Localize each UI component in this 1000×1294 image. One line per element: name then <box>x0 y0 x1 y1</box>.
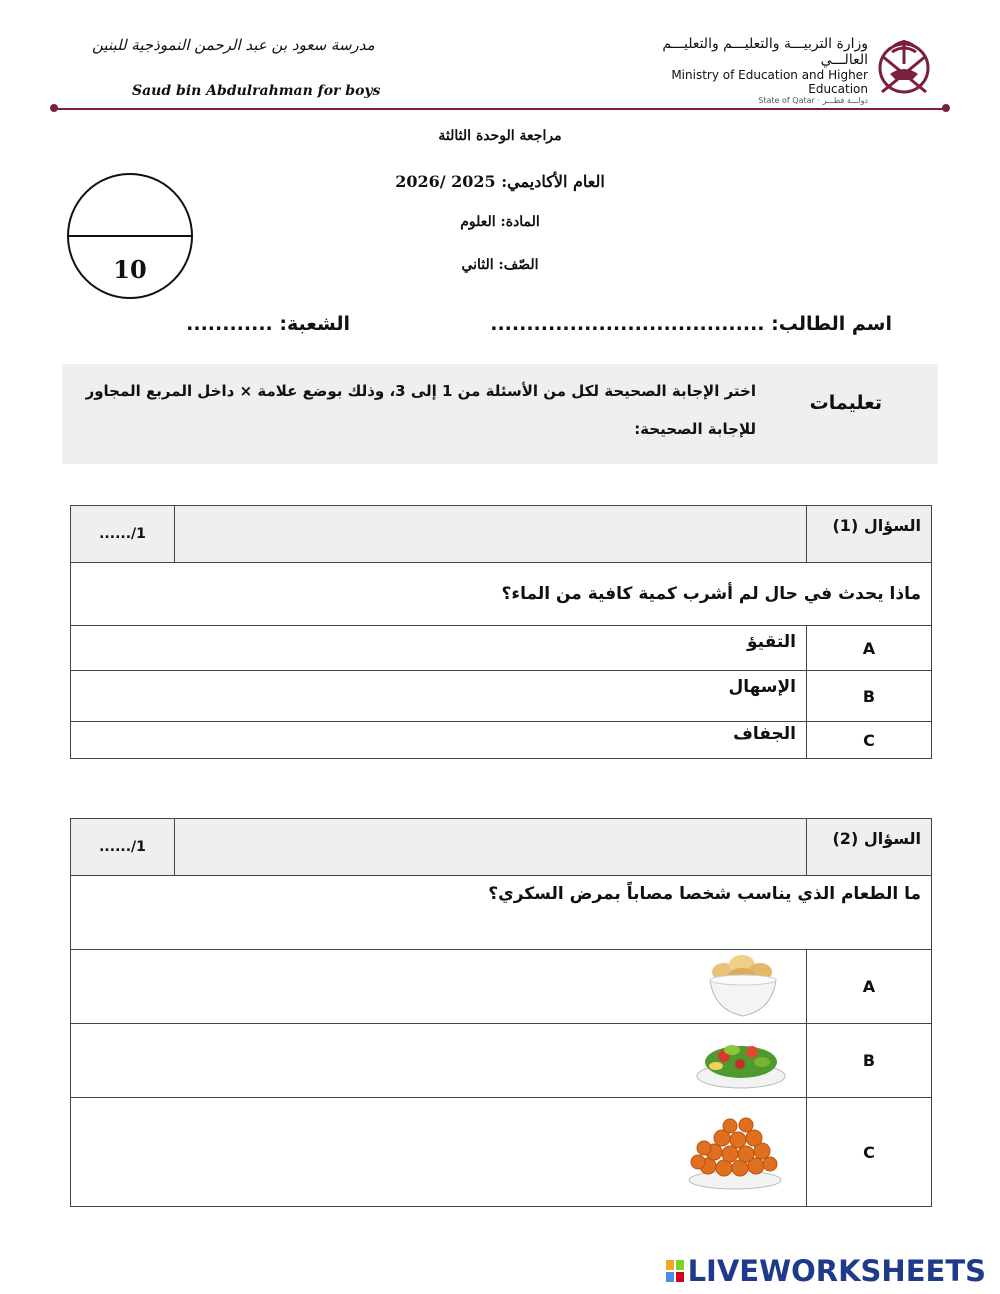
instructions-panel <box>62 364 938 464</box>
school-name-arabic: مدرسة سعود بن عبد الرحمن النموذجية للبنين <box>92 36 375 54</box>
section-label: الشعبة: <box>279 313 350 335</box>
ministry-name-arabic: وزارة التربيـــة والتعليـــم والتعليـــم العالـــي <box>662 36 868 68</box>
chips-bowl-icon <box>704 950 782 1020</box>
ministry-name-english: Ministry of Education and Higher Education <box>671 68 868 96</box>
state-english: State of Qatar <box>758 96 815 105</box>
option-text[interactable]: الجفاف <box>71 722 807 759</box>
school-name-english: Saud bin Abdulrahman for boys <box>132 83 381 99</box>
salad-plate-icon <box>694 1028 788 1092</box>
score-divider <box>69 235 191 237</box>
score-total: 10 <box>113 255 147 284</box>
instructions-text: اختر الإجابة الصحيحة لكل من الأسئلة من 1 إلى 3، وذلك بوضع علامة × داخل المربع المجاور للإجابة الصحيحة: <box>85 382 756 438</box>
worksheet-title: مراجعة الوحدة الثالثة <box>438 128 562 144</box>
question-1-option-c[interactable] <box>71 722 932 759</box>
option-letter[interactable]: B <box>807 1024 932 1098</box>
score-circle <box>67 173 193 299</box>
question-1-text: ماذا يحدث في حال لم أشرب كمية كافية من الماء؟ <box>71 563 932 626</box>
question-1-mark: ....../1 <box>71 506 175 563</box>
option-image-cell[interactable] <box>71 1098 807 1207</box>
student-name-field[interactable]: ...................................... <box>490 313 765 335</box>
question-2-option-a[interactable] <box>71 950 932 1024</box>
ministry-block <box>618 36 868 105</box>
question-2-table <box>70 818 932 1207</box>
liveworksheets-brand: LIVEWORKSHEETS <box>687 1254 986 1288</box>
header-divider <box>52 108 948 110</box>
option-letter[interactable]: A <box>807 626 932 671</box>
option-image-cell[interactable] <box>71 950 807 1024</box>
option-text[interactable]: التقيؤ <box>71 626 807 671</box>
sweets-plate-icon <box>686 1114 784 1192</box>
question-1-option-b[interactable] <box>71 671 932 722</box>
option-letter[interactable]: C <box>807 722 932 759</box>
section-row <box>186 313 350 335</box>
student-name-row <box>490 313 892 335</box>
section-field[interactable]: ............ <box>186 313 273 335</box>
question-1-header-blank <box>175 506 807 563</box>
state-arabic: دولـــة قطـــر <box>822 96 868 105</box>
question-1-table <box>70 505 932 759</box>
liveworksheets-logo <box>666 1254 986 1288</box>
option-text[interactable]: الإسهال <box>71 671 807 722</box>
liveworksheets-grid-icon <box>666 1260 684 1282</box>
option-image-cell[interactable] <box>71 1024 807 1098</box>
subject: المادة: العلوم <box>460 214 540 230</box>
state-line: State of Qatar · دولـــة قطـــر <box>758 96 868 105</box>
question-2-mark: ....../1 <box>71 819 175 876</box>
question-2-text: ما الطعام الذي يناسب شخصا مصاباً بمرض السكري؟ <box>71 876 932 950</box>
grade: الصّف: الثاني <box>461 257 539 273</box>
question-2-option-b[interactable] <box>71 1024 932 1098</box>
question-2-label: السؤال (2) <box>807 819 932 876</box>
question-2-header-blank <box>175 819 807 876</box>
instructions-label: تعليمات <box>809 392 882 414</box>
option-letter[interactable]: B <box>807 671 932 722</box>
option-letter[interactable]: C <box>807 1098 932 1207</box>
divider-dot-left <box>50 104 58 112</box>
option-letter[interactable]: A <box>807 950 932 1024</box>
academic-year: العام الأكاديمي: 2025 /2026 <box>395 172 605 191</box>
student-name-label: اسم الطالب: <box>771 313 892 335</box>
question-2-option-c[interactable] <box>71 1098 932 1207</box>
divider-dot-right <box>942 104 950 112</box>
question-1-label: السؤال (1) <box>807 506 932 563</box>
question-1-option-a[interactable] <box>71 626 932 671</box>
qatar-emblem-icon <box>872 34 936 100</box>
